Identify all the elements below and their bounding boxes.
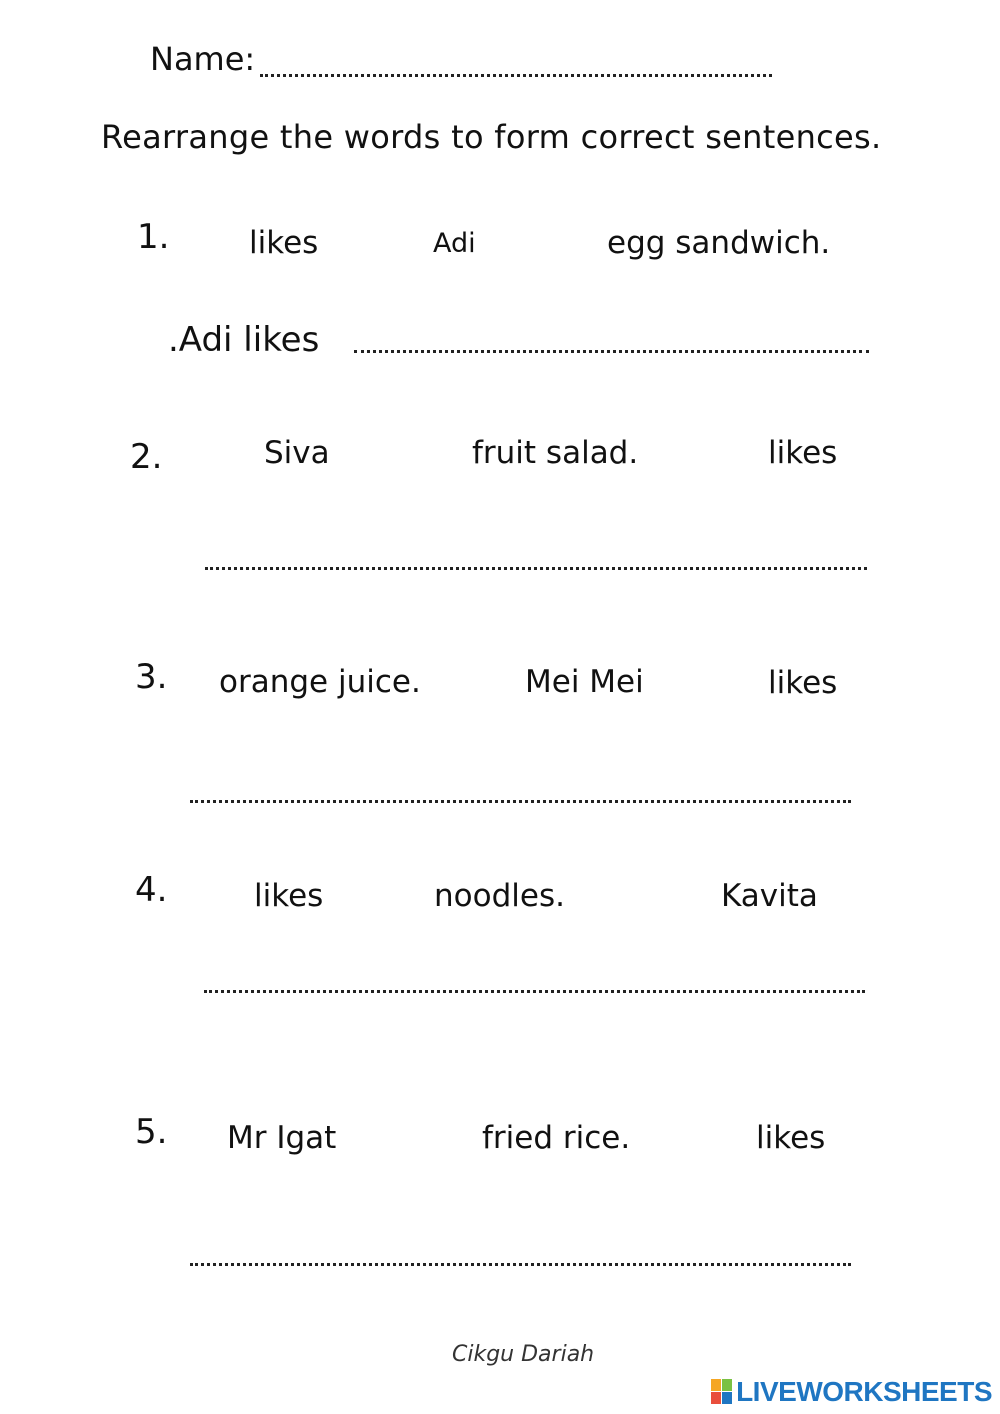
name-label: Name: <box>150 40 256 78</box>
word-card[interactable]: likes <box>249 225 319 261</box>
question-number: 5. <box>135 1112 168 1152</box>
answer-line[interactable] <box>204 990 865 993</box>
word-card[interactable]: likes <box>254 878 324 914</box>
liveworksheets-logo-icon <box>711 1379 733 1405</box>
word-card[interactable]: egg sandwich. <box>607 225 831 261</box>
answer-line[interactable] <box>354 350 869 353</box>
word-card[interactable]: Kavita <box>721 878 818 914</box>
liveworksheets-brand: LIVEWORKSHEETS <box>736 1376 992 1407</box>
question-number: 1. <box>137 217 170 257</box>
answer-line[interactable] <box>205 567 867 570</box>
question-number: 2. <box>130 437 163 477</box>
word-card[interactable]: orange juice. <box>219 664 421 700</box>
answer-line[interactable] <box>190 1263 851 1266</box>
word-card[interactable]: Mr Igat <box>227 1120 337 1156</box>
word-card[interactable]: fried rice. <box>482 1120 631 1156</box>
word-card[interactable]: Adi <box>433 228 476 259</box>
instruction: Rearrange the words to form correct sentences. <box>101 118 882 156</box>
answer-line[interactable] <box>190 800 851 803</box>
author-credit: Cikgu Dariah <box>452 1342 595 1367</box>
answer-prefix: .Adi likes <box>168 320 320 360</box>
word-card[interactable]: Siva <box>264 435 330 471</box>
name-blank-line[interactable] <box>260 74 772 77</box>
liveworksheets-logo[interactable] <box>711 1376 992 1408</box>
question-number: 3. <box>135 657 168 697</box>
word-card[interactable]: Mei Mei <box>525 664 644 700</box>
word-card[interactable]: fruit salad. <box>472 435 639 471</box>
word-card[interactable]: likes <box>768 435 838 471</box>
question-number: 4. <box>135 870 168 910</box>
name-field <box>150 40 255 90</box>
word-card[interactable]: noodles. <box>434 878 565 914</box>
word-card[interactable]: likes <box>756 1120 826 1156</box>
word-card[interactable]: likes <box>768 665 838 701</box>
